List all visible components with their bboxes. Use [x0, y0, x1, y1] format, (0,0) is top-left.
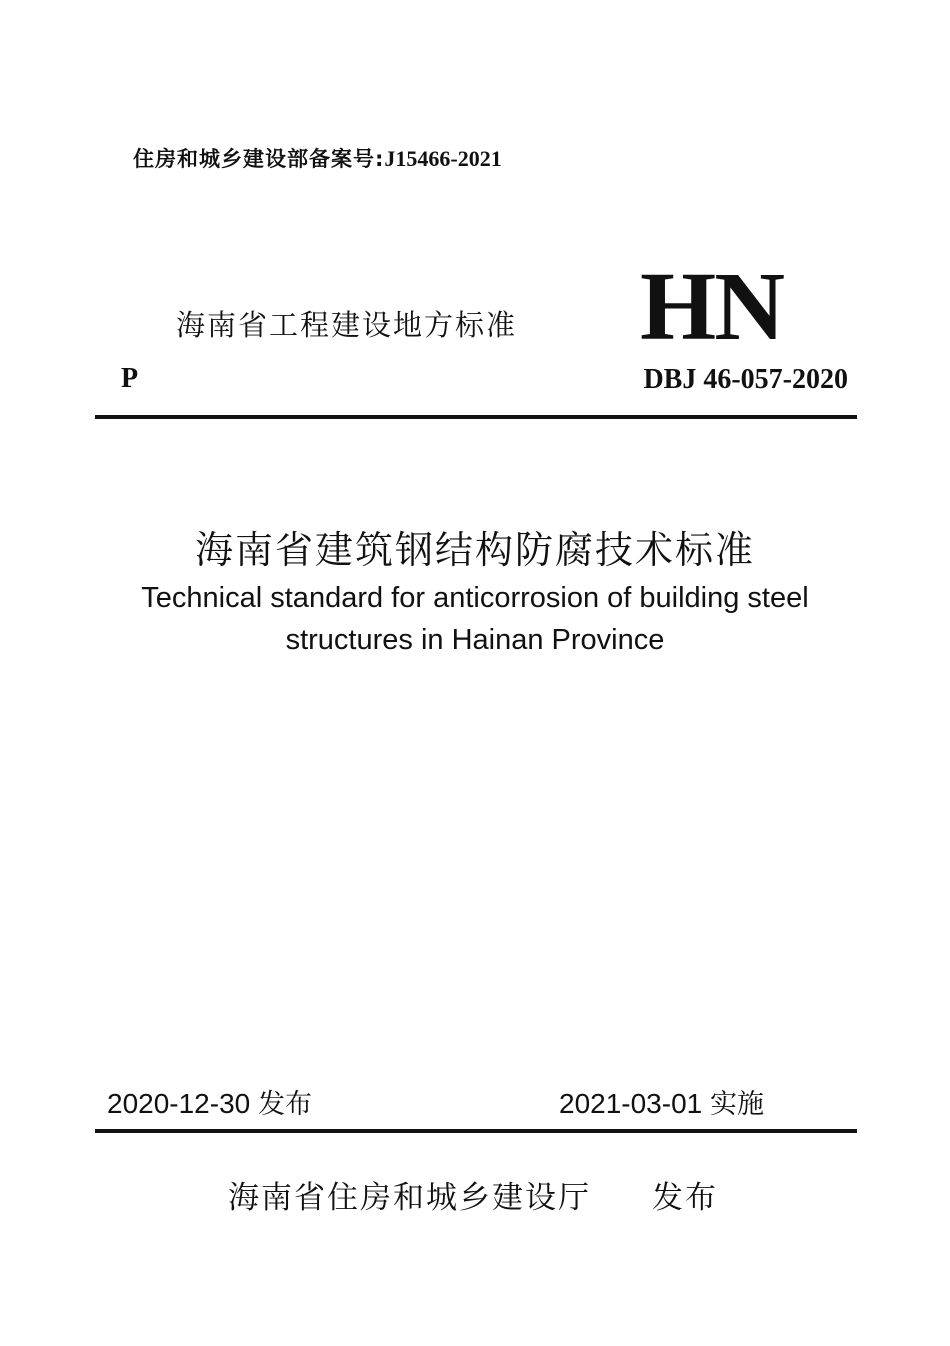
record-label: 住房和城乡建设部备案号:	[133, 147, 385, 171]
classification-letter: P	[121, 363, 139, 394]
title-english-line-1: Technical standard for anticorrosion of building steel	[141, 582, 809, 614]
issuer-name: 海南省住房和城乡建设厅	[228, 1180, 591, 1216]
publish-date: 2020-12-30	[107, 1088, 251, 1119]
implement-label: 实施	[710, 1089, 765, 1120]
record-number-line	[133, 143, 502, 173]
bottom-divider	[95, 1129, 857, 1133]
title-chinese: 海南省建筑钢结构防腐技术标准	[194, 528, 755, 572]
title-english-line-2: structures in Hainan Province	[285, 624, 665, 656]
implement-date: 2021-03-01	[559, 1088, 703, 1119]
record-number: J15466-2021	[384, 146, 502, 171]
issuer-action: 发布	[652, 1180, 718, 1216]
top-divider	[95, 415, 857, 419]
standard-type-label: 海南省工程建设地方标准	[176, 308, 518, 342]
hn-logo: HN	[640, 253, 783, 361]
publish-date-line	[107, 1082, 312, 1121]
standard-code: DBJ 46-057-2020	[643, 364, 848, 395]
publish-label: 发布	[258, 1089, 313, 1120]
implement-date-line	[559, 1082, 764, 1121]
